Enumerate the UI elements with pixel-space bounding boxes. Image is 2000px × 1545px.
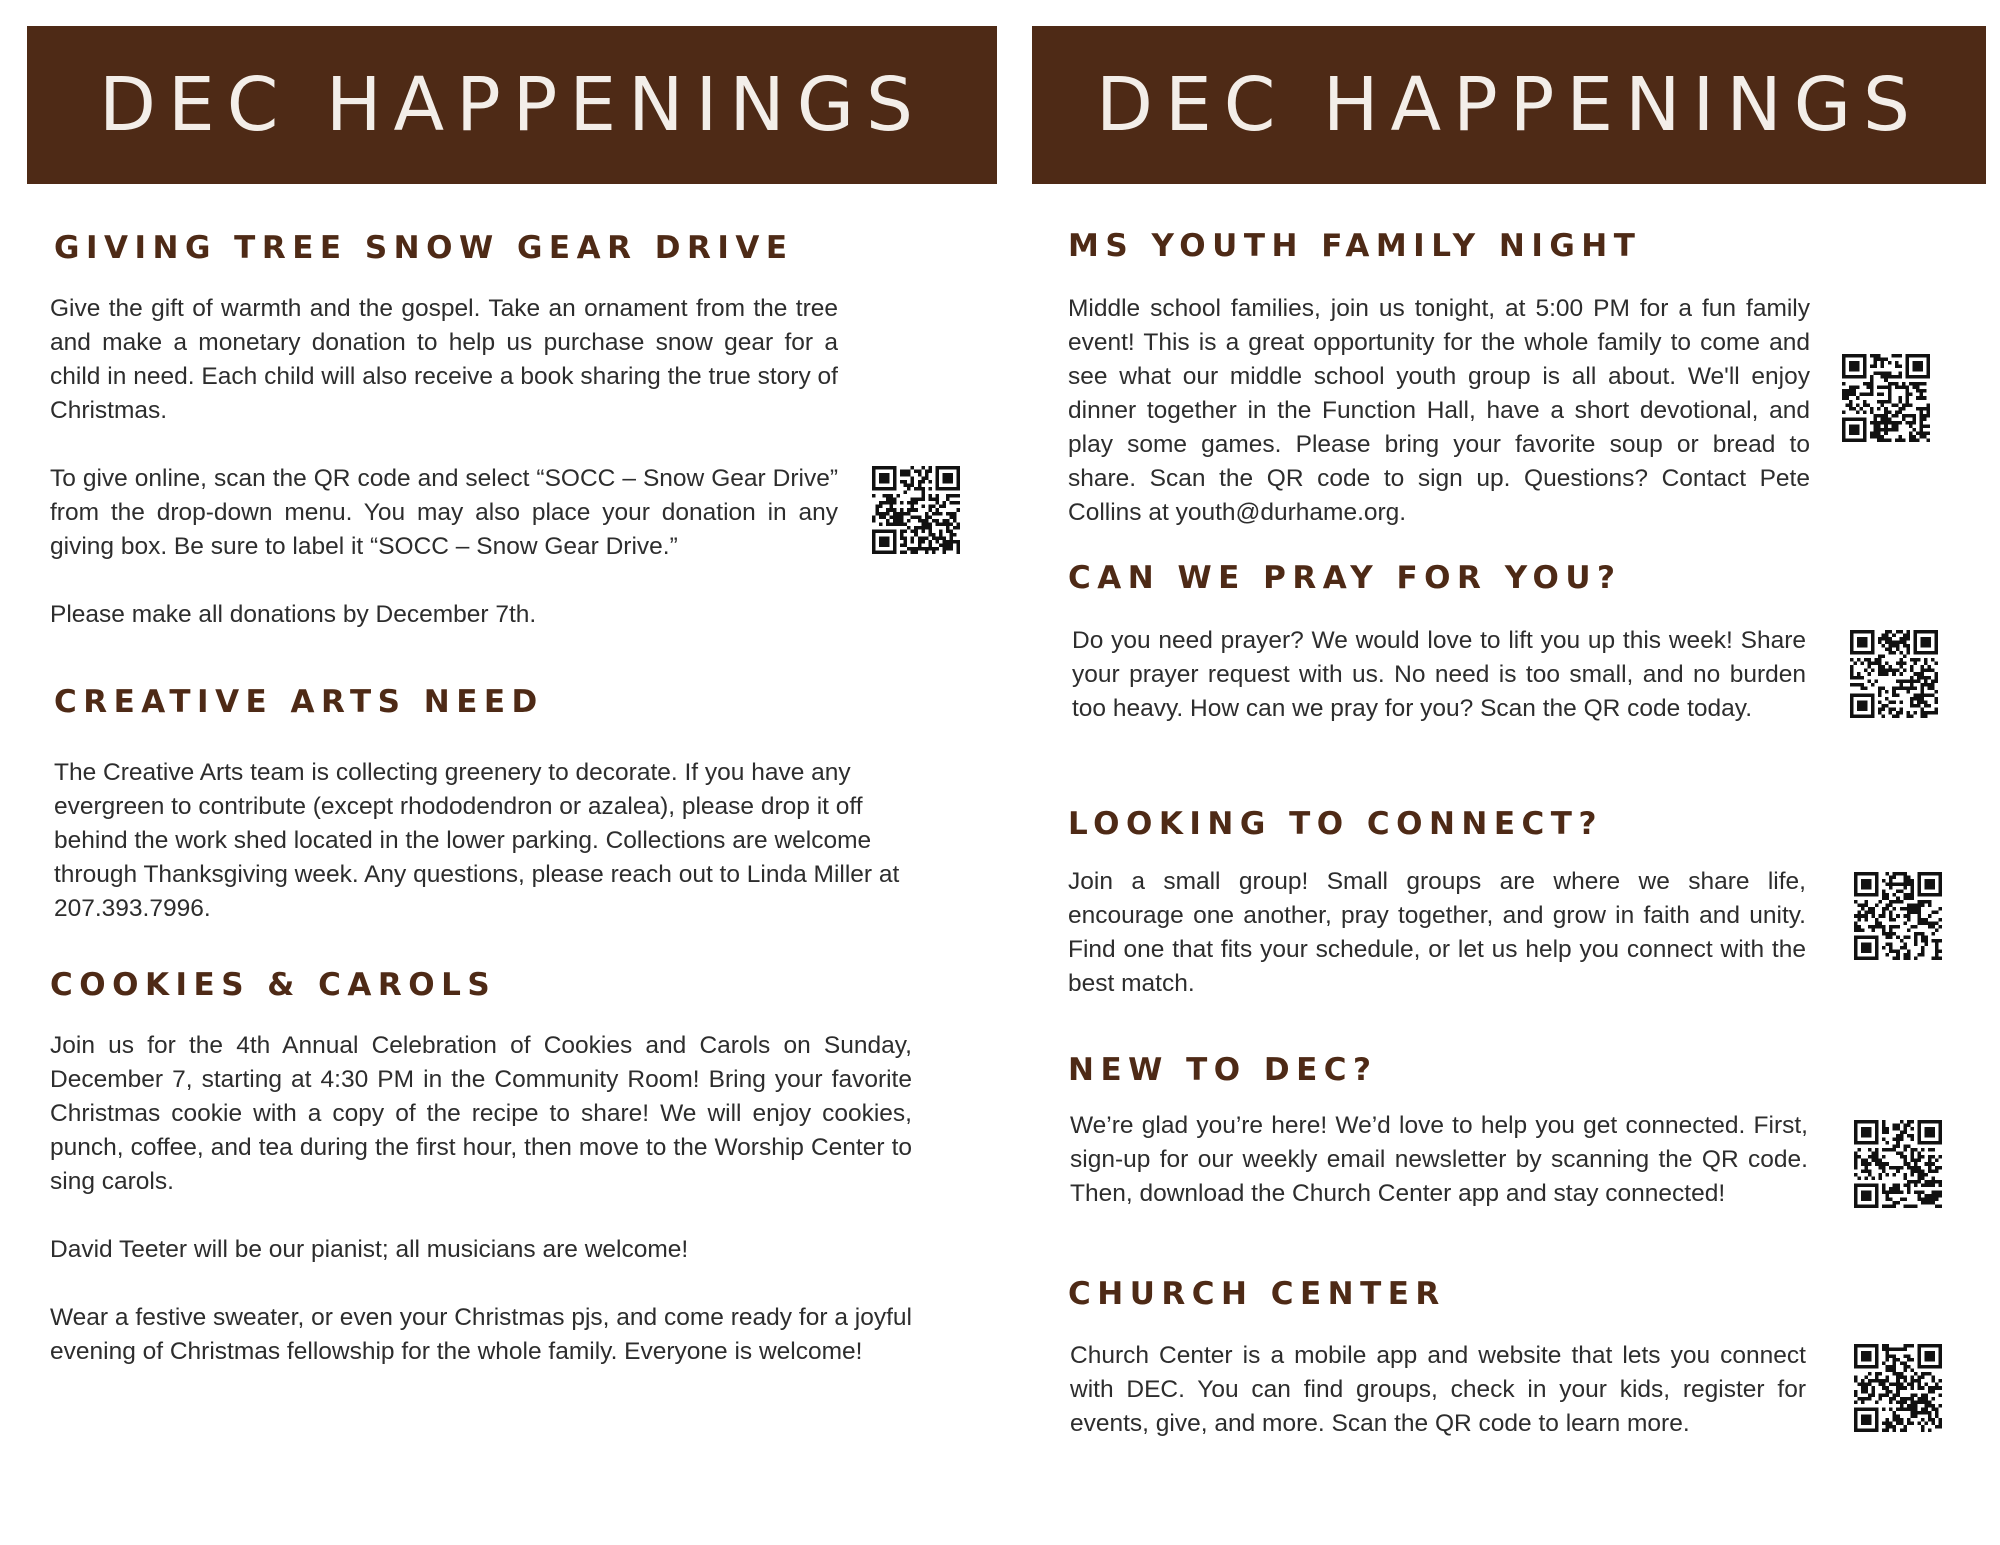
pray-paragraph-1: Do you need prayer? We would love to lift you up this week! Share your prayer request with us. No need is too small, and no burden too heavy. How can we pray for you? Scan the QR code today. [1072, 627, 1806, 722]
giving-tree-paragraph-3: Please make all donations by December 7th. [50, 601, 537, 628]
qr-code-icon[interactable] [1850, 630, 1938, 718]
giving-tree-paragraph-1: Give the gift of warmth and the gospel. Take an ornament from the tree and make a monetary donation to help us purchase snow gear for a child in need. Each child will also receive a book sharing the true story of Christmas. [50, 295, 838, 424]
cookies-carols-paragraph-2: David Teeter will be our pianist; all musicians are welcome! [50, 1236, 689, 1263]
church-center-body [1070, 1339, 1806, 1441]
section-title-creative-arts: CREATIVE ARTS NEED [54, 684, 544, 720]
qr-code-icon[interactable] [872, 466, 960, 554]
section-title-ms-youth: MS YOUTH FAMILY NIGHT [1068, 228, 1642, 264]
qr-code-icon[interactable] [1854, 1344, 1942, 1432]
connect-paragraph-1: Join a small group! Small groups are where we share life, encourage one another, pray together, and grow in faith and unity. Find one that fits your schedule, or let us help you connect with the best match. [1068, 868, 1806, 997]
giving-tree-body [50, 292, 838, 632]
cookies-carols-paragraph-3: Wear a festive sweater, or even your Christmas pjs, and come ready for a joyful evening of Christmas fellowship for the whole family. Everyone is welcome! [50, 1304, 912, 1365]
creative-arts-body [54, 756, 916, 926]
cookies-carols-paragraph-1: Join us for the 4th Annual Celebration of Cookies and Carols on Sunday, December 7, starting at 4:30 PM in the Community Room! Bring your favorite Christmas cookie with a copy of the recipe to share! We will enjoy cookies, punch, coffee, and tea during the first hour, then move to the Worship Center to sing carols. [50, 1032, 912, 1195]
pray-body [1072, 624, 1806, 726]
section-title-pray: CAN WE PRAY FOR YOU? [1068, 560, 1622, 596]
cookies-carols-body [50, 1029, 912, 1369]
section-title-cookies-carols: COOKIES & CAROLS [50, 967, 497, 1003]
qr-code-icon[interactable] [1854, 1120, 1942, 1208]
connect-body [1068, 865, 1806, 1001]
banner-left: DEC HAPPENINGS [27, 26, 997, 184]
ms-youth-paragraph-1: Middle school families, join us tonight, at 5:00 PM for a fun family event! This is a great opportunity for the whole family to come and see what our middle school youth group is all about. We'll enjoy dinner together in the Function Hall, have a short devotional, and play some games. Please bring your favorite soup or bread to share. Scan the QR code to sign up. Questions? Contact Pete Collins at youth@durhame.org. [1068, 295, 1810, 526]
banner-right: DEC HAPPENINGS [1032, 26, 1986, 184]
new-to-dec-paragraph-1: We’re glad you’re here! We’d love to help you get connected. First, sign-up for our weekly email newsletter by scanning the QR code. Then, download the Church Center app and stay connected! [1070, 1112, 1808, 1207]
section-title-connect: LOOKING TO CONNECT? [1068, 806, 1603, 842]
giving-tree-paragraph-2: To give online, scan the QR code and select “SOCC – Snow Gear Drive” from the drop-down menu. You may also place your donation in any giving box. Be sure to label it “SOCC – Snow Gear Drive.” [50, 465, 838, 560]
creative-arts-paragraph-1: The Creative Arts team is collecting greenery to decorate. If you have any evergreen to contribute (except rhododendron or azalea), please drop it off behind the work shed located in the lower parking. Collections are welcome through Thanksgiving week. Any questions, please reach out to Linda Miller at 207.393.7996. [54, 759, 900, 922]
section-title-giving-tree: GIVING TREE SNOW GEAR DRIVE [54, 230, 794, 266]
ms-youth-body [1068, 292, 1810, 530]
section-title-new-to-dec: NEW TO DEC? [1068, 1052, 1378, 1088]
qr-code-icon[interactable] [1854, 872, 1942, 960]
new-to-dec-body [1070, 1109, 1808, 1211]
church-center-paragraph-1: Church Center is a mobile app and website that lets you connect with DEC. You can find groups, check in your kids, register for events, give, and more. Scan the QR code to learn more. [1070, 1342, 1806, 1437]
qr-code-icon[interactable] [1842, 354, 1930, 442]
section-title-church-center: CHURCH CENTER [1068, 1276, 1446, 1312]
